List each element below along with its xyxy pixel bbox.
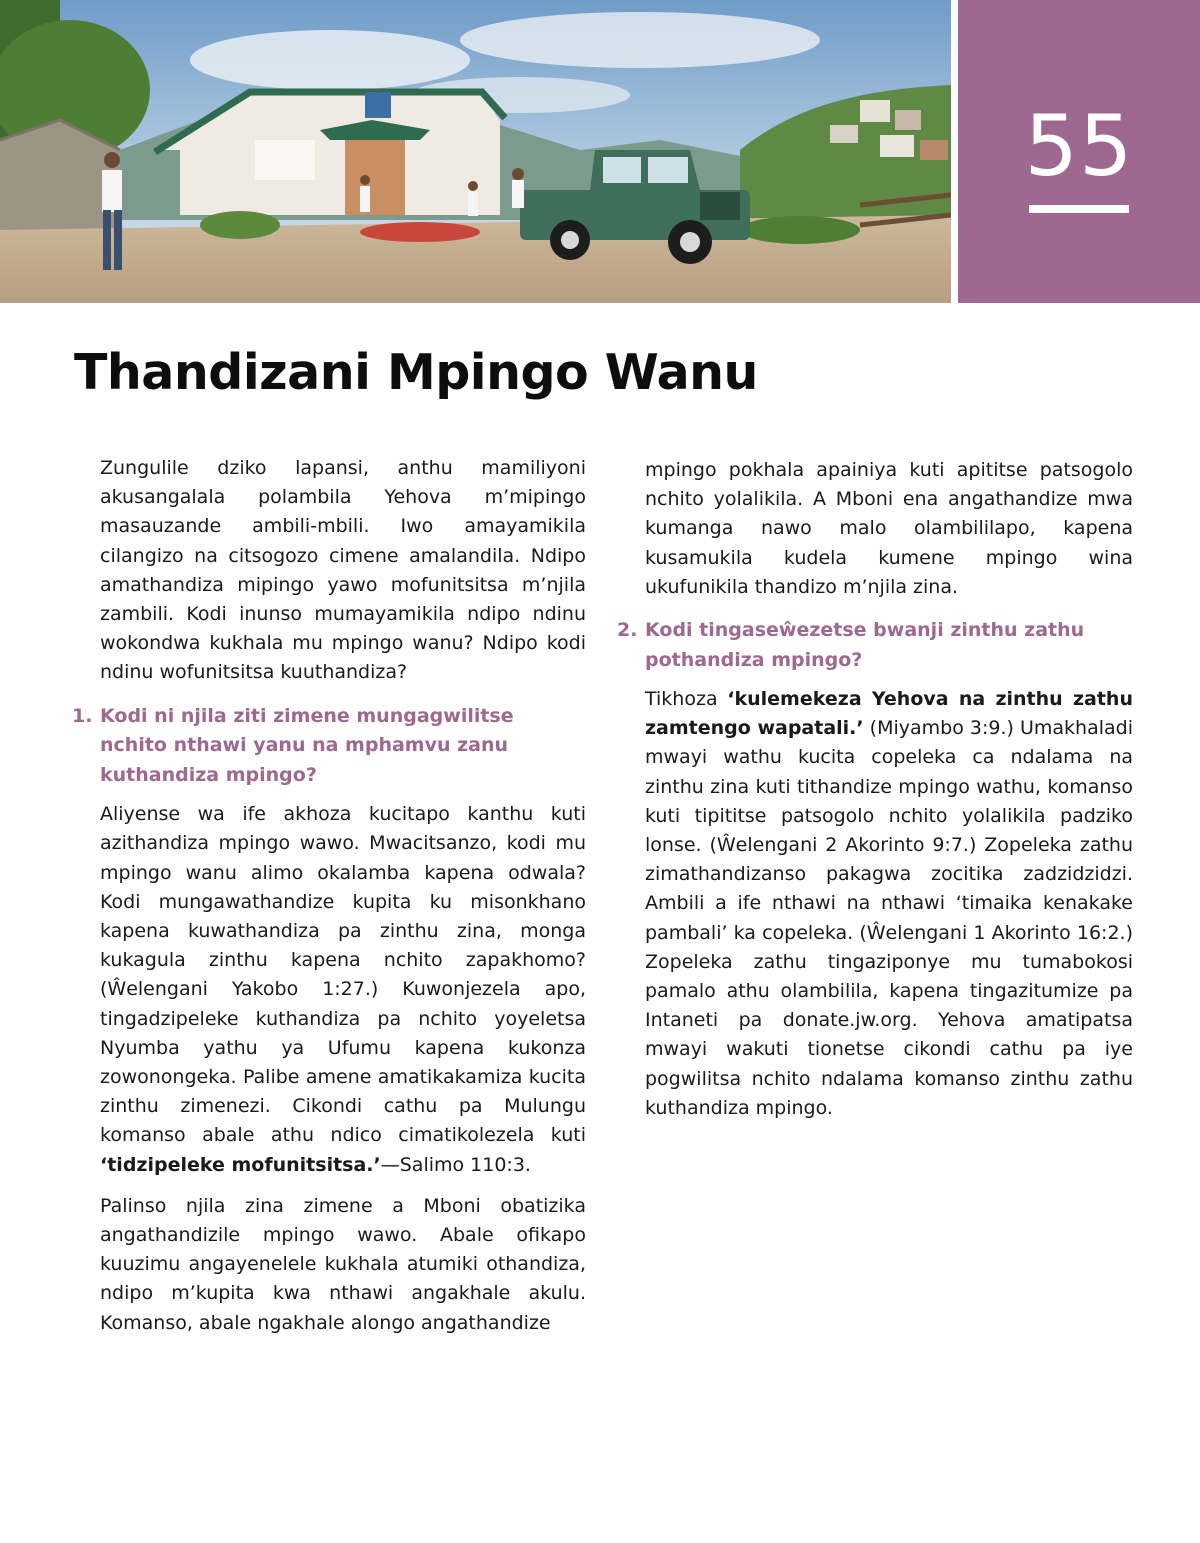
- q2-p1-start: Tikhoza: [645, 688, 728, 711]
- question-1-heading: [72, 702, 586, 791]
- right-column: [617, 456, 1133, 1135]
- lesson-number-underline: [1029, 205, 1129, 213]
- question-2-number: 2.: [617, 619, 638, 642]
- q1-p1-reference: —Salimo 110:3.: [380, 1153, 531, 1176]
- question-2-text: Kodi tingaseŵezetse bwanji zinthu zathu pothandiza mpingo?: [645, 619, 1085, 671]
- question-2-paragraph: [645, 685, 1133, 1123]
- question-1-paragraph-2-continued: mpingo pokhala apainiya kuti apititse patsogolo nchito yolalikila. A Mboni ena angathandize mwa kumanga nawo malo olambililapo, kapena kusamukila kudela kumene mpingo wina ukufunikila thandizo m’njila zina.: [645, 459, 1133, 598]
- q1-p1-text: Aliyense wa ife akhoza kucitapo kanthu kuti azithandiza mpingo wawo. Mwacitsanzo, kodi mu mpingo wanu alimo okalamba kapena odwala? Kodi mungawathandize kupita ku misonkhano kapena kuwathandiza pa zinthu zina, monga kukagula zinthu kapena nchito zapakhomo? (Ŵelengani Yakobo 1:27.) Kuwonjezela apo, tingadzipeleke kuthandiza pa nchito yoyeletsa Nyumba yathu ya Ufumu kapena kukonza zowonongeka. Palibe amene amatikakamiza kucita zinthu zimenezi. Cikondi cathu pa Mulungu komanso abale athu ndico cimatikolezela kuti: [100, 803, 586, 1147]
- question-2-heading: [617, 616, 1133, 675]
- question-1-paragraph-1: [100, 800, 586, 1180]
- q1-p1-bold: ‘tidzipeleke mofunitsitsa.’: [100, 1153, 381, 1176]
- left-column: [72, 454, 586, 1350]
- question-1-paragraph-2: Palinso njila zina zimene a Mboni obatizika angathandizile mpingo wawo. Abale ofikapo kuuzimu angayenelele kukhala atumiki othandiza, ndipo m’kupita kwa nthawi angakhale akulu. Komanso, abale ngakhale alongo angathandize: [100, 1194, 586, 1334]
- question-1-text: Kodi ni njila ziti zimene mungagwilitse nchito nthawi yanu na mphamvu zanu kuthandiza mpingo?: [100, 704, 514, 786]
- page-title: Thandizani Mpingo Wanu: [74, 344, 758, 401]
- q2-p1-bold: ‘kulemekeza Yehova na zinthu zathu zamtengo wapatali.’: [645, 688, 1133, 740]
- q2-p1-rest: (Miyambo 3:9.) Umakhaladi mwayi wathu kucita copeleka ca ndalama na zinthu zina kuti tithandize mpingo wathu, komanso kuti tipititse patsogolo nchito yolalikila padziko lonse. (Ŵelengani 2 Akorinto 9:7.) Zopeleka zathu zimathandizanso pakagwa zocitika zadzidzidzi. Ambili a ife nthawi na nthawi ‘timaika kenakake pambali’ ka copeleka. (Ŵelengani 1 Akorinto 16:2.) Zopeleka zathu tingaziponye mu tumabokosi pamalo athu olambilila, kapena tingazitumize pa Intaneti pa donate.jw.org. Yehova amatipatsa mwayi wakuti tionetse cikondi cathu pa iye pogwilitsa nchito ndalama komanso zinthu zathu kuthandiza mpingo.: [645, 717, 1133, 1119]
- lesson-number-panel: [958, 0, 1200, 303]
- question-1-number: 1.: [72, 704, 93, 727]
- kingdom-hall-scene: [0, 0, 951, 303]
- header-illustration: [0, 0, 951, 303]
- lesson-number: 55: [1024, 97, 1134, 195]
- intro-paragraph: Zungulile dziko lapansi, anthu mamiliyoni akusangalala polambila Yehova m’mipingo masauzande ambili-mbili. Iwo amayamikila cilangizo na citsogozo cimene amalandila. Ndipo amathandiza mipingo yawo mofunitsitsa m’njila zambili. Kodi inunso mumayamikila ndipo ndinu wokondwa kukhala mu mpingo wanu? Ndipo kodi ndinu wofunitsitsa kuuthandiza?: [100, 457, 586, 684]
